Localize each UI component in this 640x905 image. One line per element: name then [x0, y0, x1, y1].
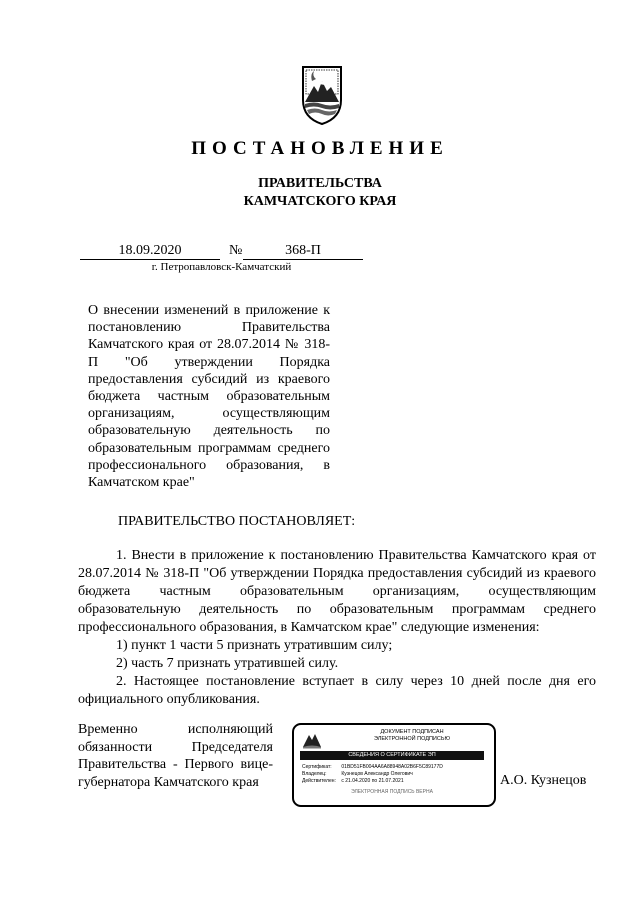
stamp-owner-row: [302, 771, 413, 777]
issuer-line-2: КАМЧАТСКОГО КРАЯ: [243, 194, 397, 209]
stamp-certificate-bar: СВЕДЕНИЯ О СЕРТИФИКАТЕ ЭП: [300, 751, 484, 760]
document-city: г. Петропавловск-Камчатский: [151, 261, 292, 273]
stamp-heading: [338, 729, 486, 743]
document-subject: О внесении изменений в приложение к постановлению Правительства Камчатского края от 28.07.2014 № 318-П "Об утверждении Порядка предоставления субсидий из краевого бюджета частным образовательным организациям, осуществляющим образовательную деятельность по образовательным программам среднего профессионального образования, в Камчатском крае": [88, 303, 330, 491]
decree-heading: ПРАВИТЕЛЬСТВО ПОСТАНОВЛЯЕТ:: [118, 514, 356, 529]
stamp-certificate-row: [302, 764, 443, 770]
document-title: ПОСТАНОВЛЕНИЕ: [191, 138, 449, 159]
number-sign: №: [229, 243, 243, 258]
owner-value: Кузнецов Александр Олегович: [341, 771, 413, 777]
issuer-line-1: ПРАВИТЕЛЬСТВА: [258, 176, 382, 191]
body-item-2: 2) часть 7 признать утратившей силу.: [116, 656, 339, 671]
document-date: 18.09.2020: [80, 243, 220, 260]
body-item-1: 1) пункт 1 части 5 признать утратившим силу;: [116, 638, 393, 653]
kamchatka-coat-of-arms-icon: [300, 64, 344, 126]
validity-label: Действителен:: [302, 778, 336, 784]
signatory-name: А.О. Кузнецов: [500, 773, 587, 788]
certificate-value: 01BD51FB004AA6A88948A02B6F5C89177D: [341, 764, 443, 770]
signatory-position: Временно исполняющий обязанности Председателя Правительства - Первого вице-губернатора Камчатского края: [78, 722, 273, 790]
electronic-signature-stamp: [292, 723, 496, 807]
document-body: [78, 547, 596, 709]
stamp-footer: ЭЛЕКТРОННАЯ ПОДПИСЬ ВЕРНА: [351, 789, 433, 795]
kamchatka-coat-of-arms-icon: [302, 731, 322, 749]
owner-label: Владелец:: [302, 771, 327, 777]
document-number: 368-П: [243, 243, 363, 260]
certificate-label: Сертификат:: [302, 764, 332, 770]
stamp-validity-row: [302, 778, 404, 784]
stamp-heading-line-2: ЭЛЕКТРОННОЙ ПОДПИСЬЮ: [373, 736, 451, 742]
body-paragraph-2: 2. Настоящее постановление вступает в силу через 10 дней после дня его официального опубликования.: [78, 674, 596, 707]
stamp-heading-line-1: ДОКУМЕНТ ПОДПИСАН: [380, 729, 444, 735]
validity-value: с 21.04.2020 по 21.07.2021: [341, 778, 404, 784]
body-paragraph-1: 1. Внести в приложение к постановлению Правительства Камчатского края от 28.07.2014 № 318-П "Об утверждении Порядка предоставления субсидий из краевого бюджета частным образовательным организациям, осуществляющим образовательную деятельность по образовательным программам среднего профессионального образования, в Камчатском крае" следующие изменения:: [78, 548, 596, 635]
